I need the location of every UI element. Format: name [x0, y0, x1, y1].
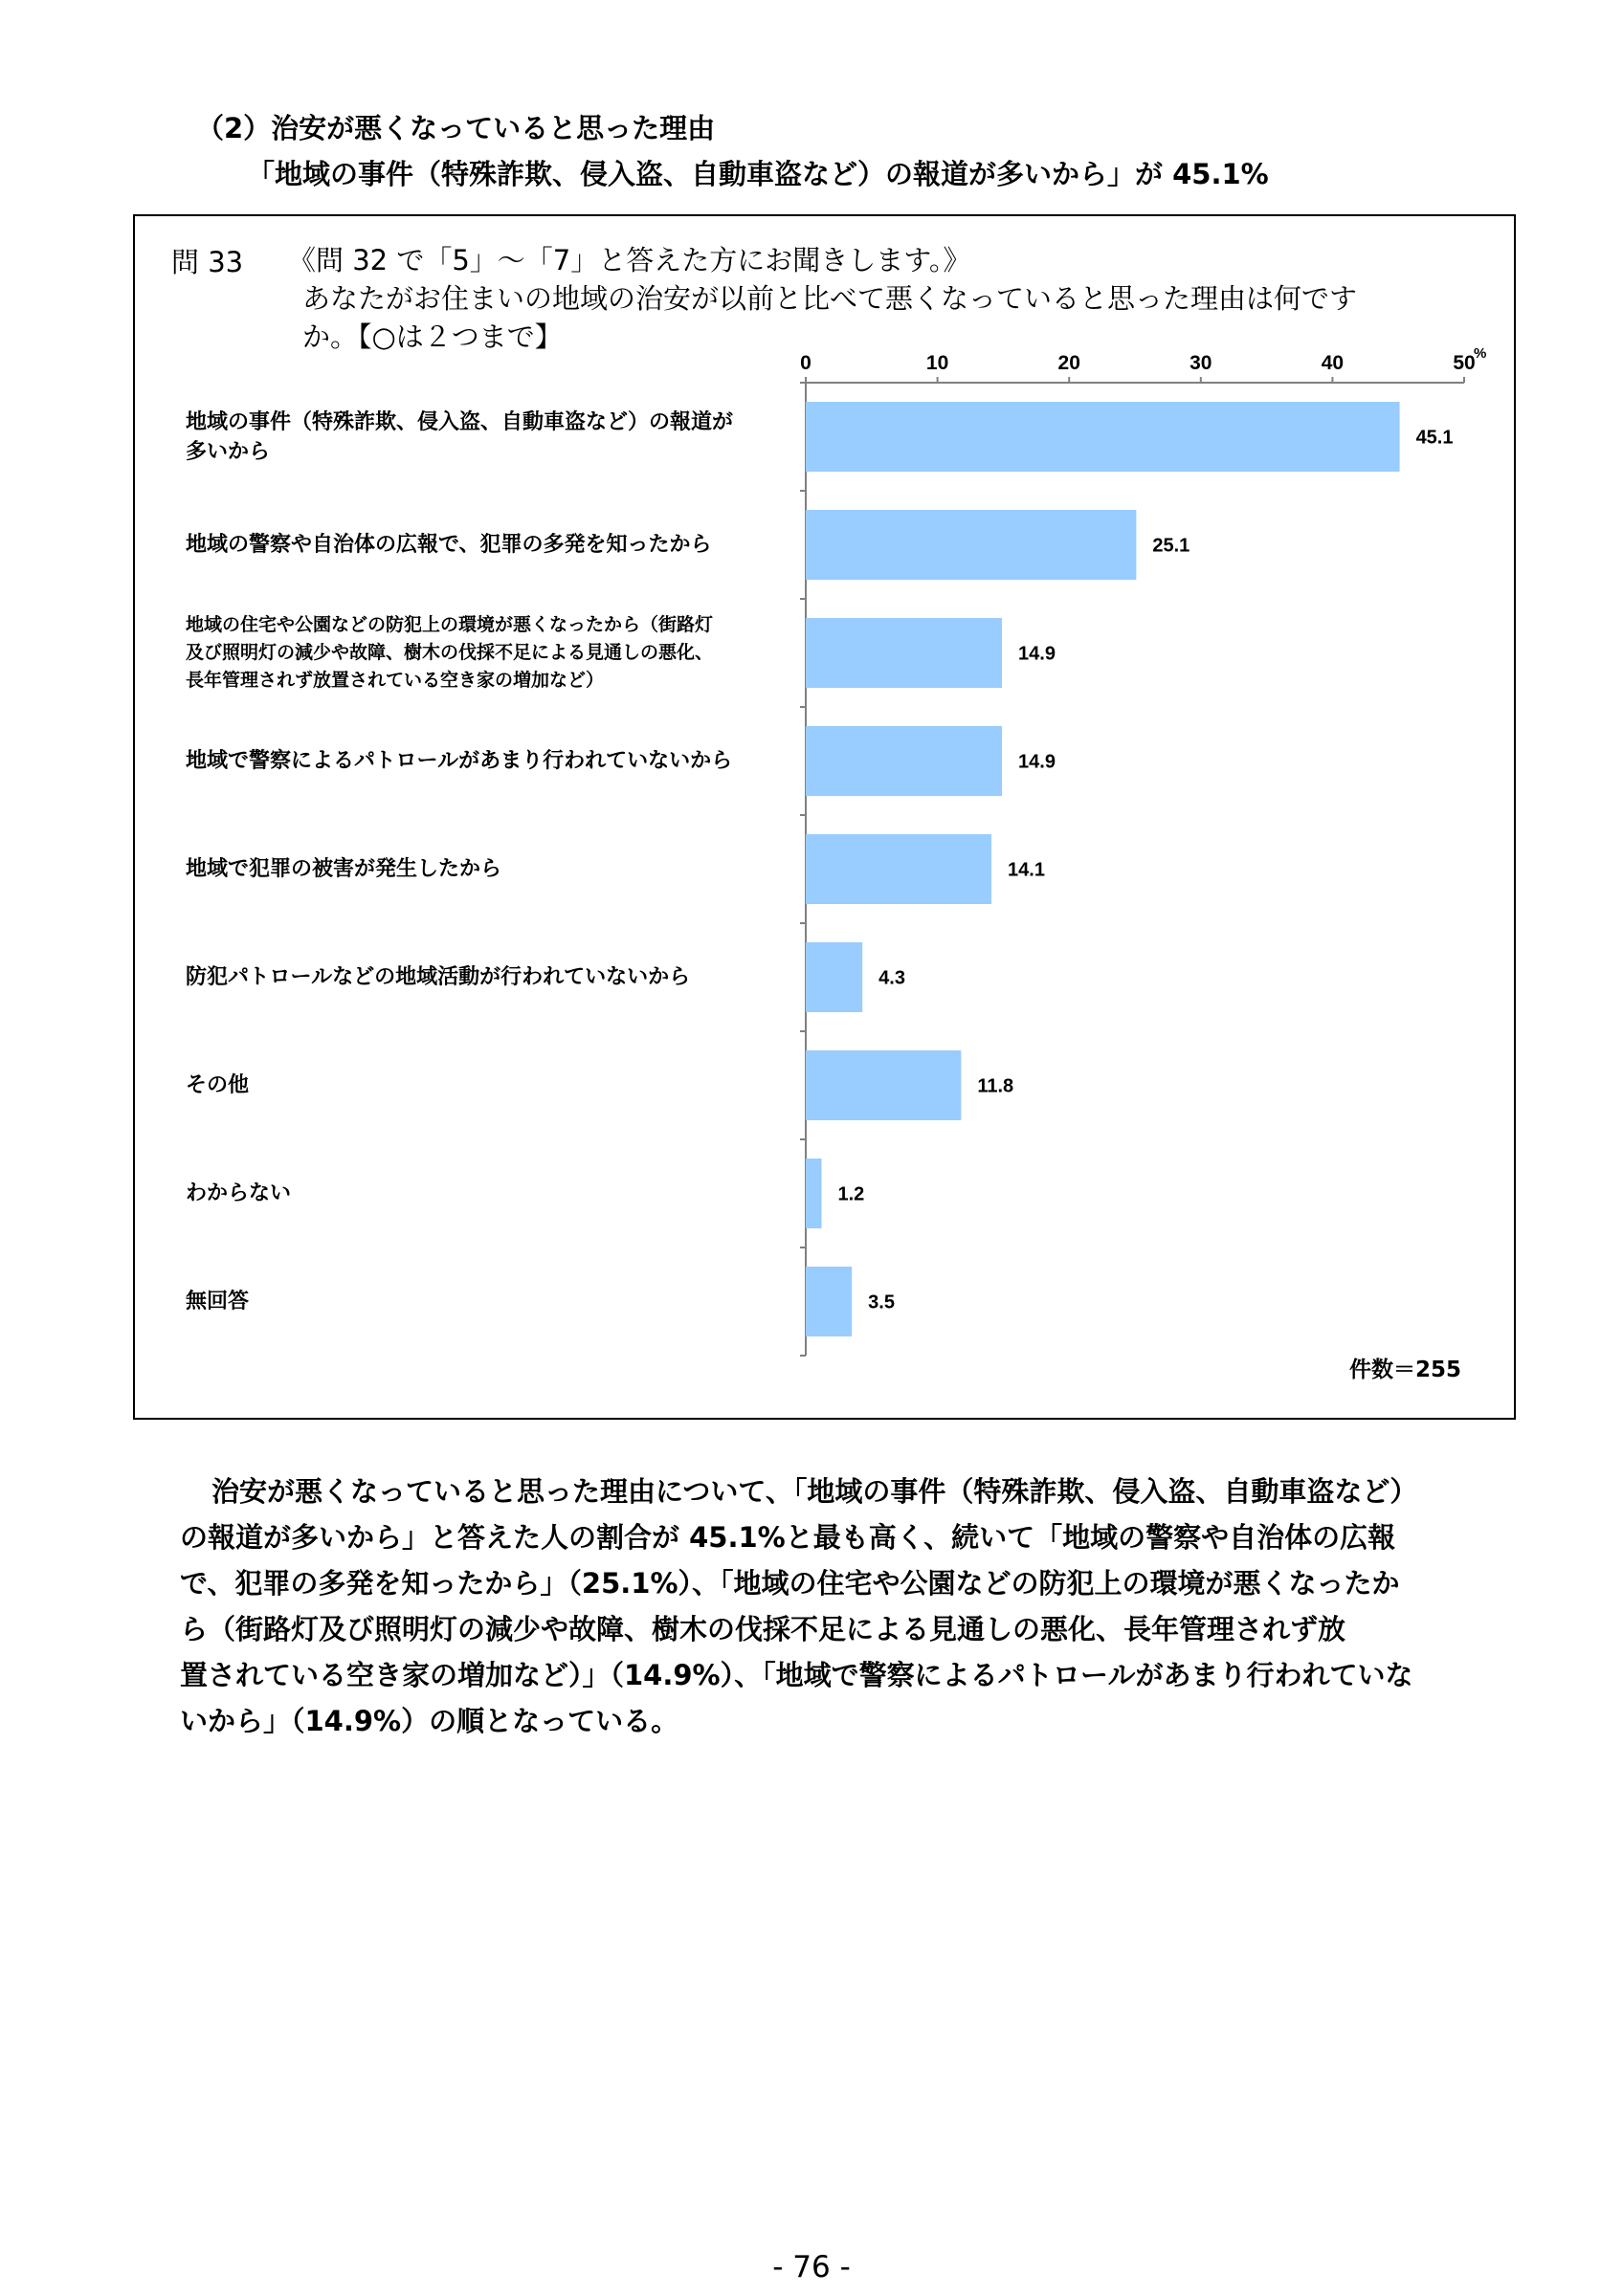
bar: [806, 942, 862, 1012]
bar-value-label: 11.8: [977, 1075, 1014, 1097]
category-label: [186, 530, 712, 560]
bar: [806, 402, 1400, 472]
bar: [806, 1050, 961, 1120]
bar: [806, 834, 991, 904]
bar-value-label: 14.1: [1008, 859, 1045, 881]
category-label: [186, 854, 501, 884]
section-subheading: 「地域の事件（特殊詐欺、侵入盗、自動車盗など）の報道が多いから」が 45.1%: [247, 158, 1269, 190]
bar: [806, 510, 1136, 580]
category-label: [186, 1287, 249, 1316]
question-box: [133, 214, 1516, 1420]
question-line-3: か。【○は２つまで】: [302, 320, 563, 353]
x-tick-label: 10: [925, 352, 949, 374]
category-label-line: 多いから: [186, 439, 271, 464]
sample-size-label: 件数＝255: [1348, 1358, 1461, 1382]
bar-value-label: 3.5: [868, 1292, 895, 1314]
bar-value-label: 25.1: [1152, 535, 1190, 557]
category-label-line: その他: [186, 1073, 250, 1097]
bar-value-label: 4.3: [878, 967, 905, 989]
page-number: - 76 -: [772, 2250, 851, 2285]
summary-line-5: 置されている空き家の増加など）」（14.9%）、「地域で警察によるパトロールがあまり行われていな: [180, 1659, 1413, 1691]
bar-value-label: 14.9: [1018, 751, 1056, 773]
x-tick-label: 40: [1321, 352, 1345, 374]
bar-value-label: 1.2: [837, 1183, 865, 1205]
category-label-line: 防犯パトロールなどの地域活動が行われていないから: [186, 965, 691, 989]
summary-line-1: 治安が悪くなっていると思った理由について、「地域の事件（特殊詐欺、侵入盗、自動車盗など）: [211, 1475, 1418, 1508]
category-label-line: 及び照明灯の減少や故障、樹木の伐採不足による見通しの悪化、: [186, 642, 714, 663]
category-label: [186, 408, 733, 467]
summary-line-4: ら（街路灯及び照明灯の減少や故障、樹木の伐採不足による見通しの悪化、長年管理されず放: [180, 1613, 1346, 1645]
category-label: [186, 611, 713, 695]
category-label-line: わからない: [186, 1181, 292, 1205]
summary-paragraph: [180, 1468, 1520, 1744]
question-line-1: 《問 32 で「5」～「7」と答えた方にお聞きします。》: [288, 244, 971, 276]
bar-value-label: 45.1: [1415, 427, 1454, 449]
category-label: [186, 1179, 291, 1208]
x-tick-label: 30: [1189, 352, 1212, 374]
category-label-line: 地域で警察によるパトロールがあまり行われていないから: [186, 749, 733, 773]
x-tick-label: 20: [1057, 352, 1080, 374]
bar: [806, 726, 1002, 796]
bar-value-label: 14.9: [1018, 643, 1056, 665]
question-line-2: あなたがお住まいの地域の治安が以前と比べて悪くなっていると思った理由は何です: [302, 282, 1358, 315]
category-label-line: 地域の事件（特殊詐欺、侵入盗、自動車盗など）の報道が: [186, 409, 734, 434]
x-unit-label: %: [1474, 345, 1487, 362]
category-label: [186, 746, 732, 776]
section-heading: （2）治安が悪くなっていると思った理由: [196, 112, 716, 144]
summary-line-3: で、犯罪の多発を知ったから」（25.1%）、「地域の住宅や公園などの防犯上の環境が悪くなったか: [180, 1567, 1400, 1600]
question-number: 問 33: [171, 246, 244, 278]
bar-chart: [135, 216, 1513, 1417]
x-tick-label: 50: [1453, 352, 1476, 374]
category-label-line: 地域の住宅や公園などの防犯上の環境が悪くなったから（街路灯: [186, 614, 714, 635]
category-label: [186, 962, 690, 992]
bar: [806, 1267, 852, 1336]
x-tick-label: 0: [800, 352, 812, 374]
bar: [806, 1159, 822, 1228]
category-label-line: 長年管理されず放置されている空き家の増加など）: [186, 670, 605, 691]
category-label-line: 地域の警察や自治体の広報で、犯罪の多発を知ったから: [186, 533, 712, 557]
bar: [806, 618, 1002, 688]
summary-line-2: の報道が多いから」と答えた人の割合が 45.1%と最も高く、続いて「地域の警察や自治体の広報: [180, 1521, 1396, 1554]
category-label-line: 地域で犯罪の被害が発生したから: [186, 857, 502, 881]
category-label: [186, 1071, 249, 1100]
category-label-line: 無回答: [186, 1290, 250, 1314]
summary-line-6: いから」（14.9%）の順となっている。: [180, 1705, 679, 1737]
